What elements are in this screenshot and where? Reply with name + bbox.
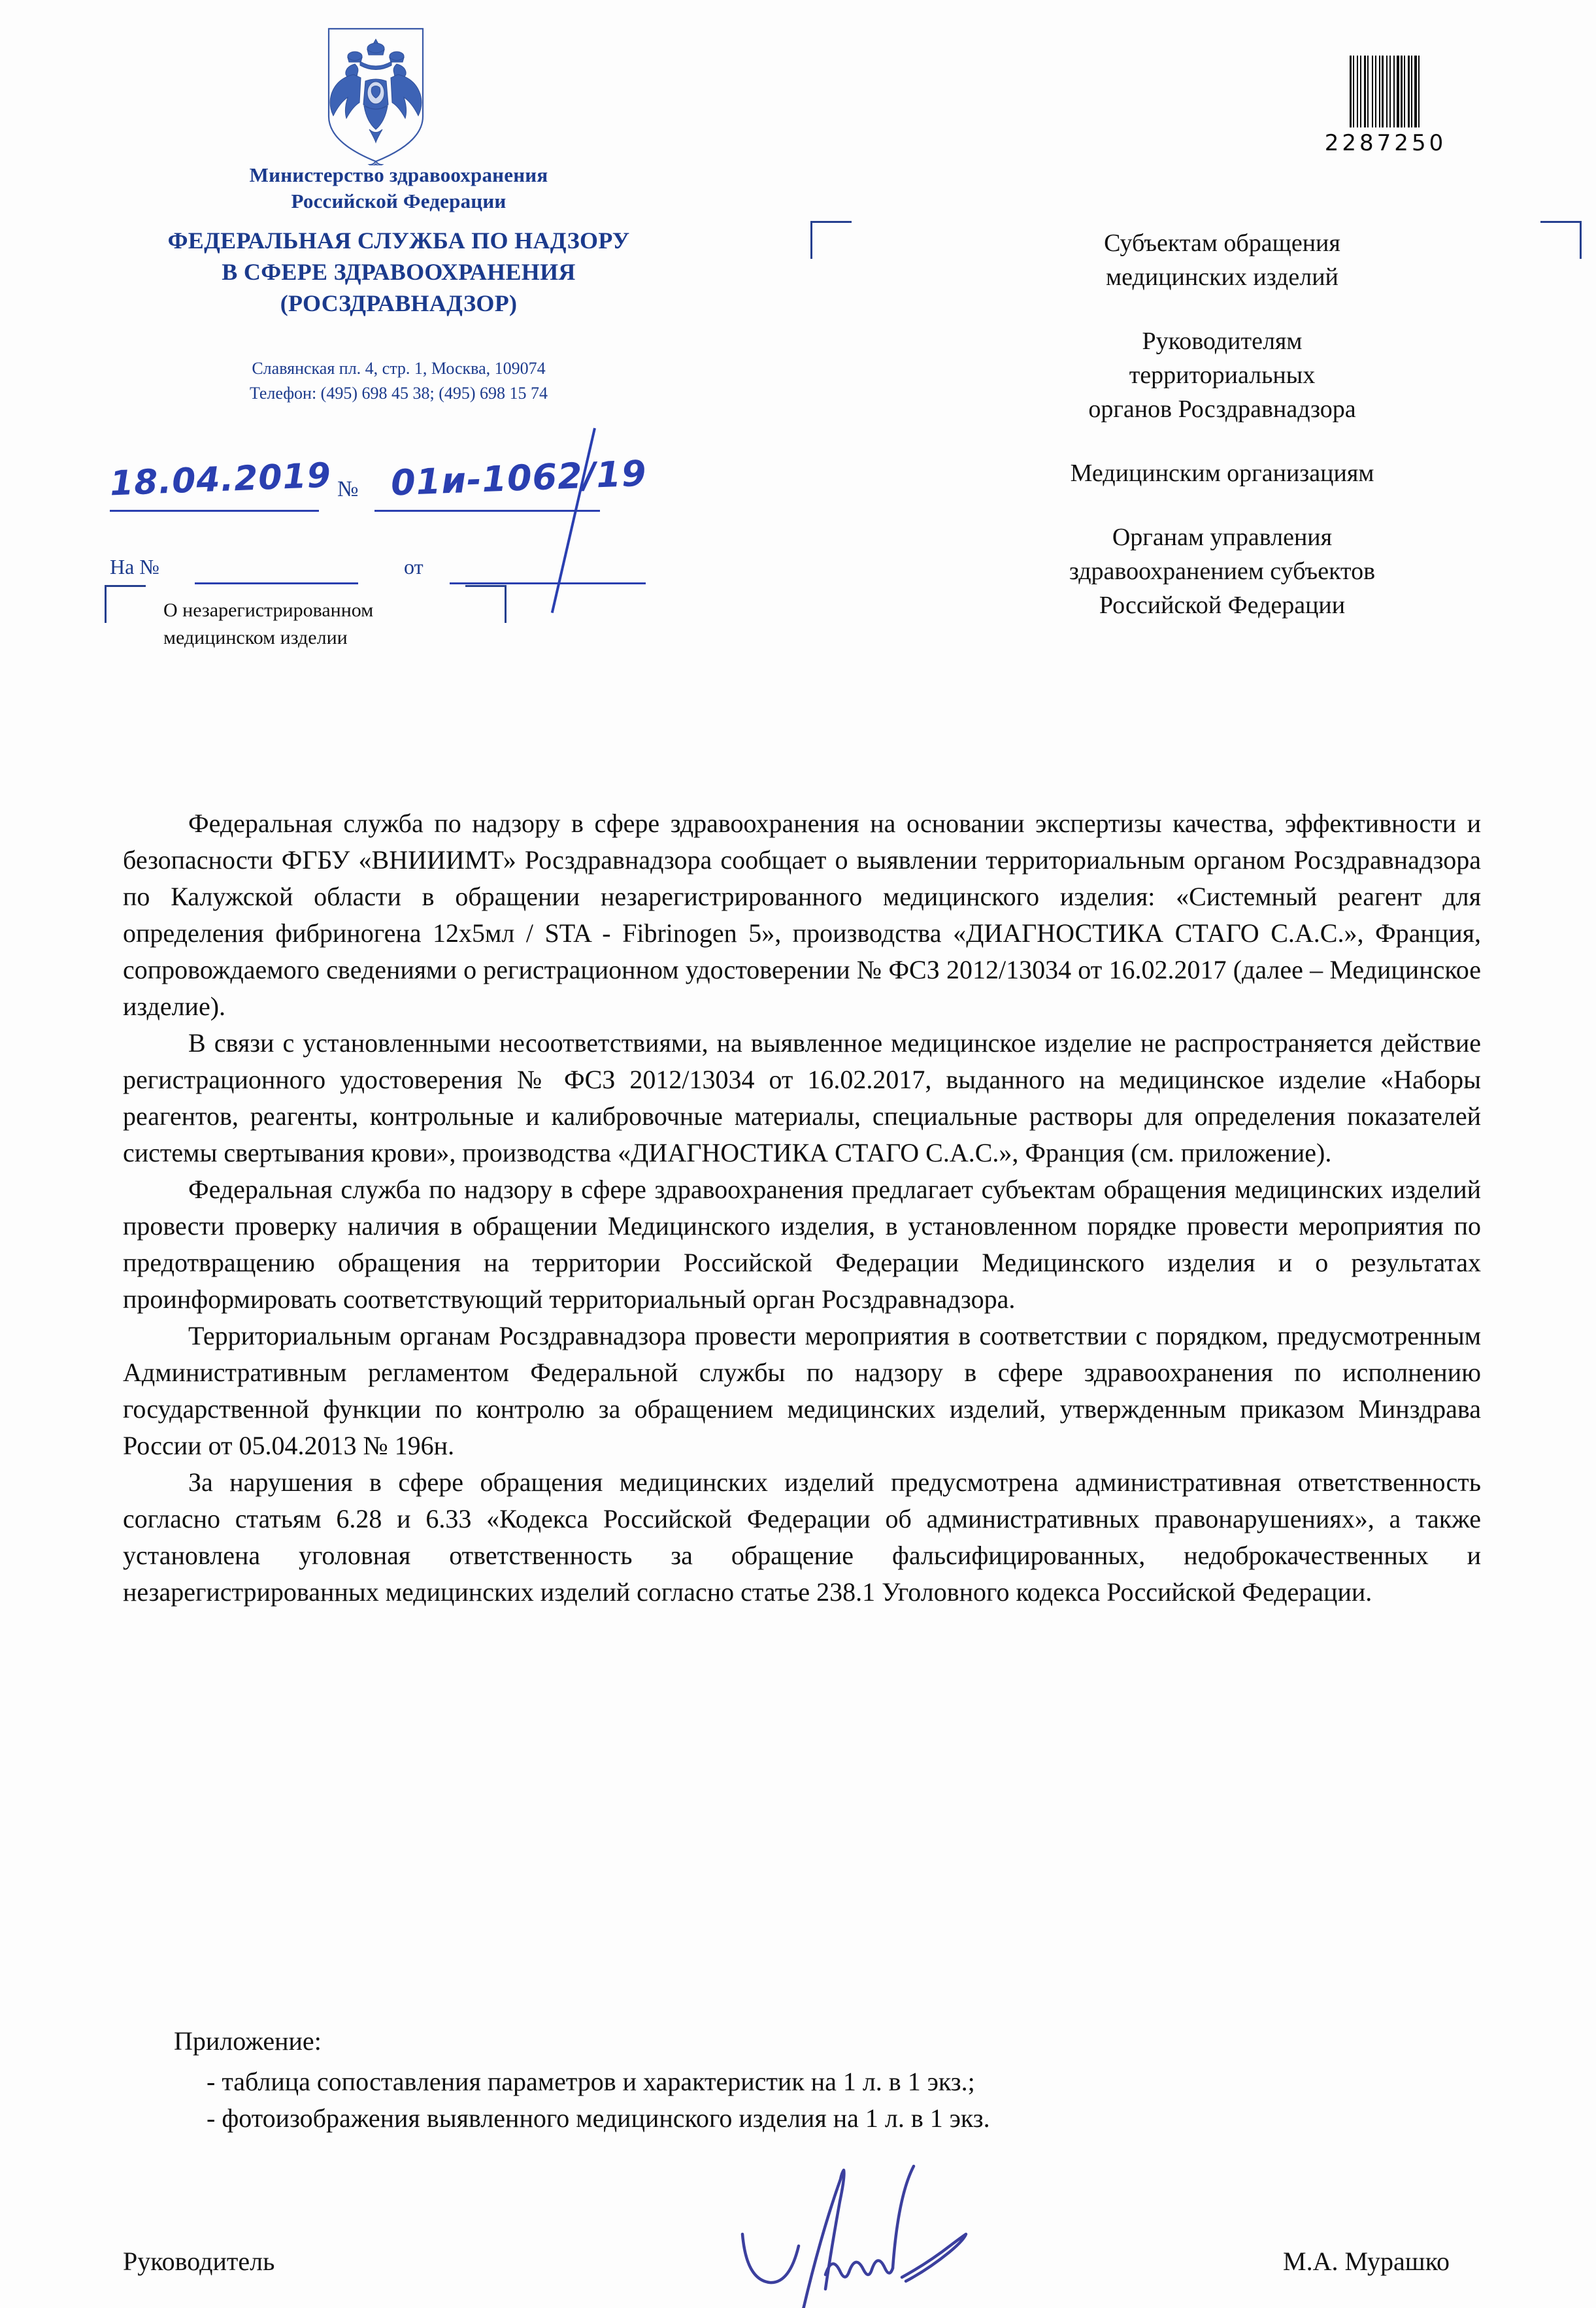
addressee-line: здравоохранением субъектов [1069,558,1376,585]
body-paragraph: Федеральная служба по надзору в сфере здравоохранения на основании экспертизы качества, эффективности и безопасности ФГБУ «ВНИИИМТ» Росздравнадзора сообщает о выявлении территориальным органом Росздравнадзора по Калужской области в обращении незарегистрированного медицинского изделия: «Системный реагент для определения фибриногена 12х5мл / STA - Fibrinogen 5», производства «ДИАГНОСТИКА СТАГО С.А.С.», Франция, сопровождаемого сведениями о регистрационном удостоверении № ФСЗ 2012/13034 от 16.02.2017 (далее – Медицинское изделие). [123,809,1481,1021]
addressee-item [895,324,1549,426]
signer-name: М.А. Мурашко [1283,2247,1450,2276]
addressee-line: Российской Федерации [1099,592,1346,619]
ministry-line-1: Министерство здравоохранения [249,163,548,186]
addressee-line: Медицинским организациям [1070,460,1374,487]
attachment-item: - таблица сопоставления параметров и характеристик на 1 л. в 1 экз.; [207,2067,975,2096]
letter-body [123,805,1481,1611]
addressee-list [895,226,1549,622]
registration-row [108,452,763,543]
body-paragraph: Территориальным органам Росздравнадзора провести мероприятия в соответствии с порядком, предусмотренным Административным регламентом Федеральной службы по надзору в сфере здравоохранения по исполнению государственной функции по контролю за обращением медицинских изделий, утвержденным приказом Минздрава России от 05.04.2013 № 196н. [123,1321,1481,1460]
service-line-1: ФЕДЕРАЛЬНАЯ СЛУЖБА ПО НАДЗОРУ [167,227,630,254]
organization-title [85,162,712,319]
body-paragraph: В связи с установленными несоответствиями, на выявленное медицинское изделие не распространяется действие регистрационного удостоверения № ФСЗ 2012/13034 от 16.02.2017, выданного на медицинское изделие «Наборы реагентов, реагенты, контрольные и калибровочные материалы, специальные растворы для определения показателей системы свертывания крови», производства «ДИАГНОСТИКА СТАГО С.А.С.», Франция (см. приложение). [123,1028,1481,1167]
service-line-2: В СФЕРЕ ЗДРАВООХРАНЕНИЯ [222,259,576,285]
addressee-line: Субъектам обращения [1104,229,1340,257]
registration-date-handwritten: 18.04.2019 [108,456,332,504]
attachments-block [174,2023,1416,2137]
reply-date-rule [450,582,646,584]
letterhead [0,0,817,680]
subject-block [105,585,507,680]
subject-line-1: О незарегистрированном [163,599,374,621]
addressee-line: органов Росздравнадзора [1088,395,1356,423]
service-line-3: (РОСЗДРАВНАДЗОР) [280,290,518,316]
postal-address: Славянская пл. 4, стр. 1, Москва, 109074 [252,359,546,378]
russian-coat-of-arms-emblem-icon [317,25,435,165]
registration-number-handwritten: 01и-1062/19 [390,452,648,504]
number-sign-label: № [337,477,359,501]
handwritten-signature-icon [724,2164,1064,2308]
body-paragraph: За нарушения в сфере обращения медицинских изделий предусмотрена административная ответственность согласно статьям 6.28 и 6.33 «Кодекса Российской Федерации об административных правонарушениях», а также установлена уголовная ответственность за обращение фальсифицированных, недоброкачественных и незарегистрированных медицинских изделий согласно статье 238.1 Уголовного кодекса Российской Федерации. [123,1467,1481,1607]
ministry-line-2: Российской Федерации [291,190,507,212]
addressee-block [810,221,1588,750]
barcode-bar [1420,56,1421,127]
date-rule [110,510,319,512]
signer-role: Руководитель [123,2247,275,2276]
addressee-line: Органам управления [1112,524,1333,551]
attachments-title: Приложение: [174,2026,322,2056]
phone-numbers: Телефон: (495) 698 45 38; (495) 698 15 74 [249,384,548,403]
body-paragraph: Федеральная служба по надзору в сфере здравоохранения предлагает субъектам обращения медицинских изделий провести проверку наличия в обращении Медицинского изделия, в установленном порядке провести мероприятия по предотвращению обращения на территории Российской Федерации Медицинского изделия и о результатах проинформировать соответствующий территориальный орган Росздравнадзора. [123,1175,1481,1314]
reply-ref-rule [195,582,358,584]
addressee-item [895,456,1549,490]
barcode-bars-icon [1278,56,1493,127]
attachment-item: - фотоизображения выявленного медицинского изделия на 1 л. в 1 экз. [207,2103,990,2133]
addressee-line: медицинских изделий [1106,263,1338,291]
barcode [1278,56,1493,156]
reply-date-label: от [404,555,424,578]
signature-block [123,2229,1481,2301]
barcode-number: 2287250 [1324,130,1447,156]
subject-text [163,597,503,652]
addressee-line: территориальных [1129,361,1316,389]
addressee-line: Руководителям [1142,327,1303,355]
reply-ref-label: На № [110,555,159,578]
corner-bracket-top-left [105,585,146,623]
addressee-item [895,226,1549,294]
number-rule [374,510,600,512]
addressee-item [895,520,1549,622]
addressee-corner-bracket-top-left [810,221,852,259]
letterhead-contacts [85,356,712,406]
subject-line-2: медицинском изделии [163,627,348,648]
